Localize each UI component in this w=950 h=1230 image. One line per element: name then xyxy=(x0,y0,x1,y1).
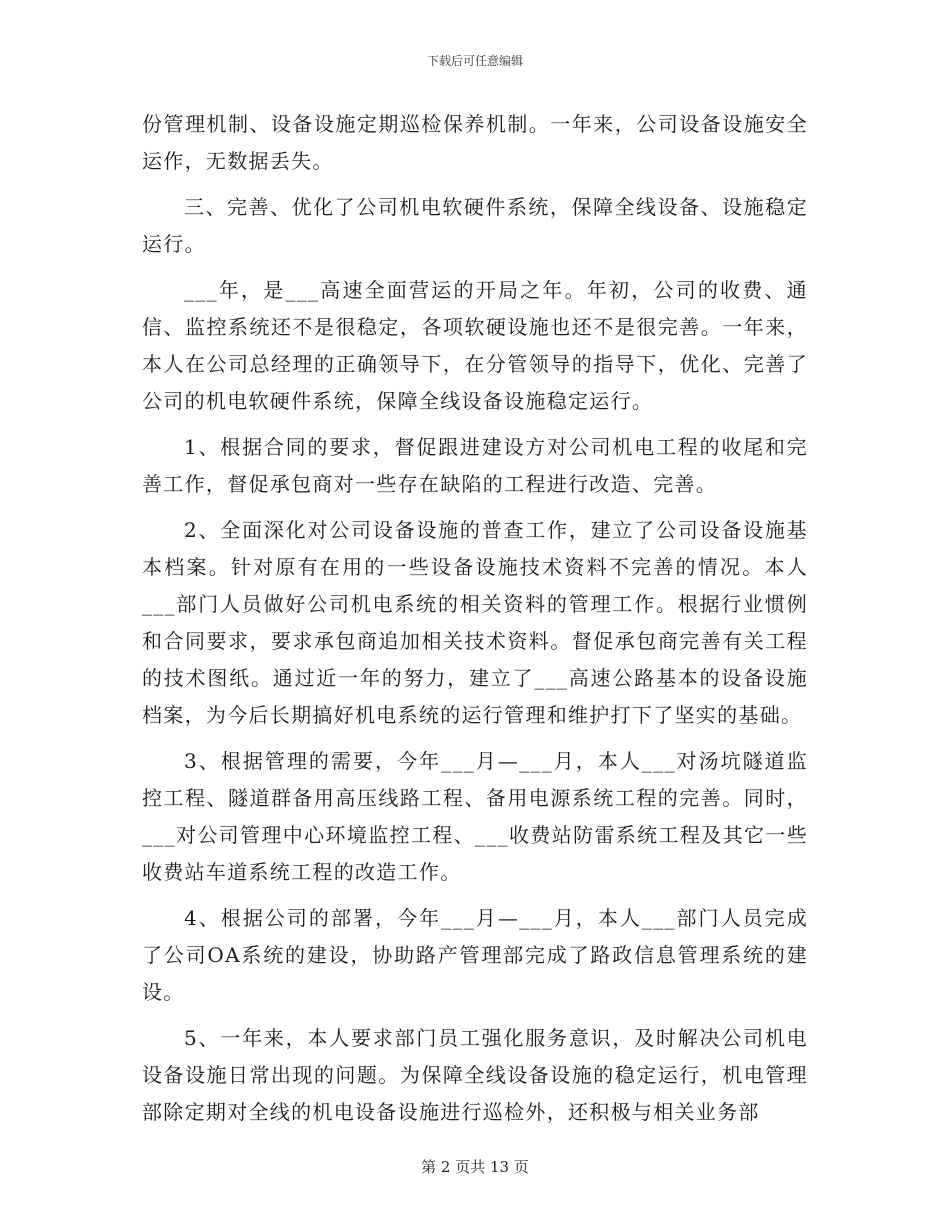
paragraph-item-4: 4、根据公司的部署，今年___月—___月，本人___部门人员完成了公司OA系统的建设，协助路产管理部完成了路政信息管理系统的建设。 xyxy=(142,906,808,1004)
page-header: 下载后可任意编辑 xyxy=(426,54,523,68)
paragraph-intro: ___年，是___高速全面营运的开局之年。年初，公司的收费、通信、监控系统还不是很稳定，各项软硬设施也还不是很完善。一年来，本人在公司总经理的正确领导下，在分管领导的指导下，优化、完善了公司的机电软硬件系统，保障全线设备设施稳定运行。 xyxy=(142,278,808,413)
paragraph-section-three-heading: 三、完善、优化了公司机电软硬件系统，保障全线设备、设施稳定运行。 xyxy=(142,195,808,256)
paragraph-item-2: 2、全面深化对公司设备设施的普查工作，建立了公司设备设施基本档案。针对原有在用的一些设备设施技术资料不完善的情况。本人___部门人员做好公司机电系统的相关资料的管理工作。根据行业惯例和合同要求，要求承包商追加相关技术资料。督促承包商完善有关工程的技术图纸。通过近一年的努力，建立了___高速公路基本的设备设施档案，为今后长期搞好机电系统的运行管理和维护打下了坚实的基础。 xyxy=(142,518,808,727)
page-footer: 第 2 页共 13 页 xyxy=(421,1158,529,1176)
document-body xyxy=(142,106,808,1140)
paragraph-item-5: 5、一年来，本人要求部门员工强化服务意识，及时解决公司机电设备设施日常出现的问题。为保障全线设备设施的稳定运行，机电管理部除定期对全线的机电设备设施进行巡检外，还积极与相关业务部 xyxy=(142,1026,808,1124)
paragraph-item-3: 3、根据管理的需要，今年___月—___月，本人___对汤坑隧道监控工程、隧道群备用高压线路工程、备用电源系统工程的完善。同时，___对公司管理中心环境监控工程、___收费站防雷系统工程及其它一些收费站车道系统工程的改造工作。 xyxy=(142,749,808,884)
paragraph-item-1: 1、根据合同的要求，督促跟进建设方对公司机电工程的收尾和完善工作，督促承包商对一些存在缺陷的工程进行改造、完善。 xyxy=(142,435,808,496)
paragraph-continuation: 份管理机制、设备设施定期巡检保养机制。一年来，公司设备设施安全运作，无数据丢失。 xyxy=(142,112,808,173)
